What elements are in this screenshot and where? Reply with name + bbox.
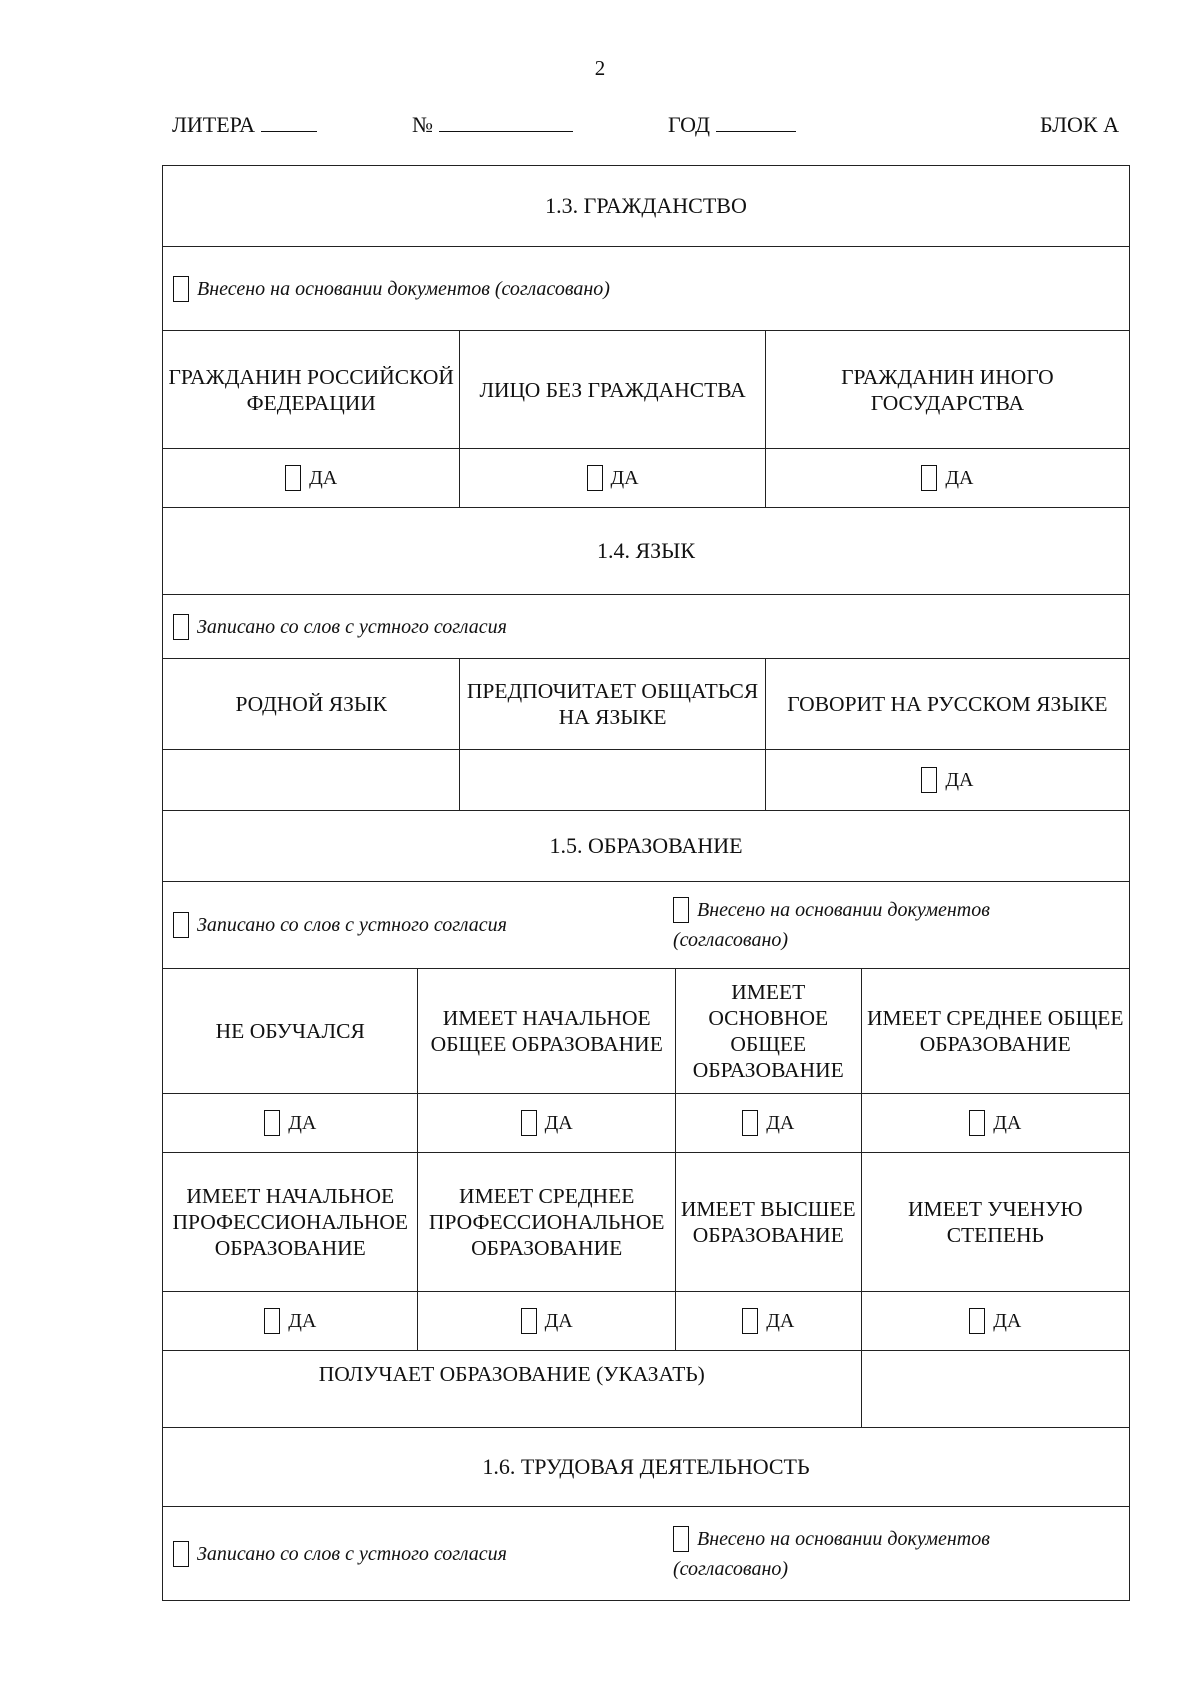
col-native-language: РОДНОЙ ЯЗЫК — [163, 659, 460, 749]
yes-label: ДА — [288, 1310, 317, 1332]
edu-higher: ИМЕЕТ ВЫСШЕЕ ОБРАЗОВАНИЕ — [676, 1153, 862, 1291]
edu-basic-general: ИМЕЕТ ОСНОВНОЕ ОБЩЕЕ ОБРАЗОВАНИЕ — [676, 969, 862, 1093]
checkbox[interactable] — [521, 1308, 537, 1334]
checkbox[interactable] — [587, 465, 603, 491]
yes-label: ДА — [309, 467, 338, 489]
note-text: Внесено на основании документов — [697, 899, 990, 921]
checkbox[interactable] — [264, 1308, 280, 1334]
number-label: № — [412, 112, 433, 137]
education-docs-note[interactable] — [673, 895, 990, 955]
yes-label: ДА — [288, 1112, 317, 1134]
preferred-language-input[interactable] — [460, 750, 765, 810]
edu-secondary-vocational: ИМЕЕТ СРЕДНЕЕ ПРОФЕССИОНАЛЬНОЕ ОБРАЗОВАНИЕ — [418, 1153, 675, 1291]
litera-label: ЛИТЕРА — [172, 112, 255, 137]
yes-label: ДА — [610, 467, 639, 489]
checkbox[interactable] — [521, 1110, 537, 1136]
yes-label: ДА — [993, 1112, 1022, 1134]
education-oral-note[interactable] — [163, 912, 673, 938]
yes-checkbox[interactable] — [587, 465, 639, 491]
yes-checkbox[interactable] — [521, 1308, 573, 1334]
form-table — [162, 165, 1130, 1601]
yes-label: ДА — [544, 1112, 573, 1134]
page-number: 2 — [594, 56, 606, 80]
checkbox[interactable] — [742, 1110, 758, 1136]
edu-primary-general: ИМЕЕТ НАЧАЛЬНОЕ ОБЩЕЕ ОБРАЗОВАНИЕ — [418, 969, 675, 1093]
yes-label: ДА — [766, 1112, 795, 1134]
number-field[interactable] — [412, 112, 573, 138]
checkbox[interactable] — [921, 767, 937, 793]
checkbox[interactable] — [285, 465, 301, 491]
checkbox[interactable] — [742, 1308, 758, 1334]
work-docs-note[interactable] — [673, 1524, 990, 1584]
col-foreign-citizen: ГРАЖДАНИН ИНОГО ГОСУДАРСТВА — [841, 364, 1054, 415]
col-stateless: ЛИЦО БЕЗ ГРАЖДАНСТВА — [460, 331, 765, 448]
note-text-cont: (согласовано) — [673, 929, 789, 951]
checkbox[interactable] — [173, 276, 189, 302]
yes-label: ДА — [945, 769, 974, 791]
note-text: Записано со слов с устного согласия — [197, 1542, 507, 1565]
note-text: Записано со слов с устного согласия — [197, 615, 507, 638]
note-text: Записано со слов с устного согласия — [197, 914, 507, 936]
col-preferred-language: ПРЕДПОЧИТАЕТ ОБЩАТЬСЯ НА ЯЗЫКЕ — [460, 659, 765, 749]
note-text: Внесено на основании документов — [697, 1527, 990, 1550]
yes-checkbox[interactable] — [969, 1308, 1021, 1334]
yes-checkbox[interactable] — [742, 1308, 794, 1334]
yes-label: ДА — [945, 467, 974, 489]
checkbox[interactable] — [173, 1541, 189, 1567]
edu-primary-vocational: ИМЕЕТ НАЧАЛЬНОЕ ПРОФЕССИОНАЛЬНОЕ ОБРАЗОВАНИЕ — [163, 1153, 418, 1291]
note-text-cont: (согласовано) — [673, 1557, 789, 1580]
work-title: 1.6. ТРУДОВАЯ ДЕЯТЕЛЬНОСТЬ — [482, 1454, 810, 1479]
yes-label: ДА — [993, 1310, 1022, 1332]
edu-academic-degree: ИМЕЕТ УЧЕНУЮ СТЕПЕНЬ — [907, 1197, 1083, 1247]
checkbox[interactable] — [673, 1526, 689, 1552]
yes-checkbox[interactable] — [921, 465, 973, 491]
native-language-input[interactable] — [163, 750, 460, 810]
col-speaks-russian: ГОВОРИТ НА РУССКОМ ЯЗЫКЕ — [787, 692, 1108, 716]
checkbox[interactable] — [921, 465, 937, 491]
checkbox[interactable] — [969, 1110, 985, 1136]
edu-current-label: ПОЛУЧАЕТ ОБРАЗОВАНИЕ (УКАЗАТЬ) — [163, 1351, 862, 1427]
note-text: Внесено на основании документов (согласовано) — [197, 277, 610, 300]
yes-checkbox[interactable] — [969, 1110, 1021, 1136]
edu-current-input[interactable] — [862, 1351, 1129, 1427]
citizenship-docs-note[interactable] — [163, 247, 1129, 330]
work-oral-note[interactable] — [163, 1541, 673, 1567]
yes-checkbox[interactable] — [264, 1110, 316, 1136]
checkbox[interactable] — [969, 1308, 985, 1334]
edu-secondary-general: ИМЕЕТ СРЕДНЕЕ ОБЩЕЕ ОБРАЗОВАНИЕ — [867, 1006, 1124, 1056]
citizenship-title: 1.3. ГРАЖДАНСТВО — [545, 193, 747, 218]
language-oral-note[interactable] — [163, 595, 1129, 658]
year-label: ГОД — [668, 112, 710, 137]
edu-none: НЕ ОБУЧАЛСЯ — [163, 969, 418, 1093]
checkbox[interactable] — [173, 614, 189, 640]
yes-label: ДА — [544, 1310, 573, 1332]
education-title: 1.5. ОБРАЗОВАНИЕ — [549, 833, 743, 858]
col-rf-citizen: ГРАЖДАНИН РОССИЙСКОЙ ФЕДЕРАЦИИ — [163, 331, 460, 448]
checkbox[interactable] — [173, 912, 189, 938]
yes-checkbox[interactable] — [921, 767, 973, 793]
checkbox[interactable] — [673, 897, 689, 923]
yes-checkbox[interactable] — [742, 1110, 794, 1136]
block-label: БЛОК А — [1040, 112, 1119, 137]
language-title: 1.4. ЯЗЫК — [596, 538, 696, 563]
yes-label: ДА — [766, 1310, 795, 1332]
litera-field[interactable] — [172, 112, 317, 138]
checkbox[interactable] — [264, 1110, 280, 1136]
yes-checkbox[interactable] — [285, 465, 337, 491]
yes-checkbox[interactable] — [521, 1110, 573, 1136]
yes-checkbox[interactable] — [264, 1308, 316, 1334]
year-field[interactable] — [668, 112, 796, 138]
